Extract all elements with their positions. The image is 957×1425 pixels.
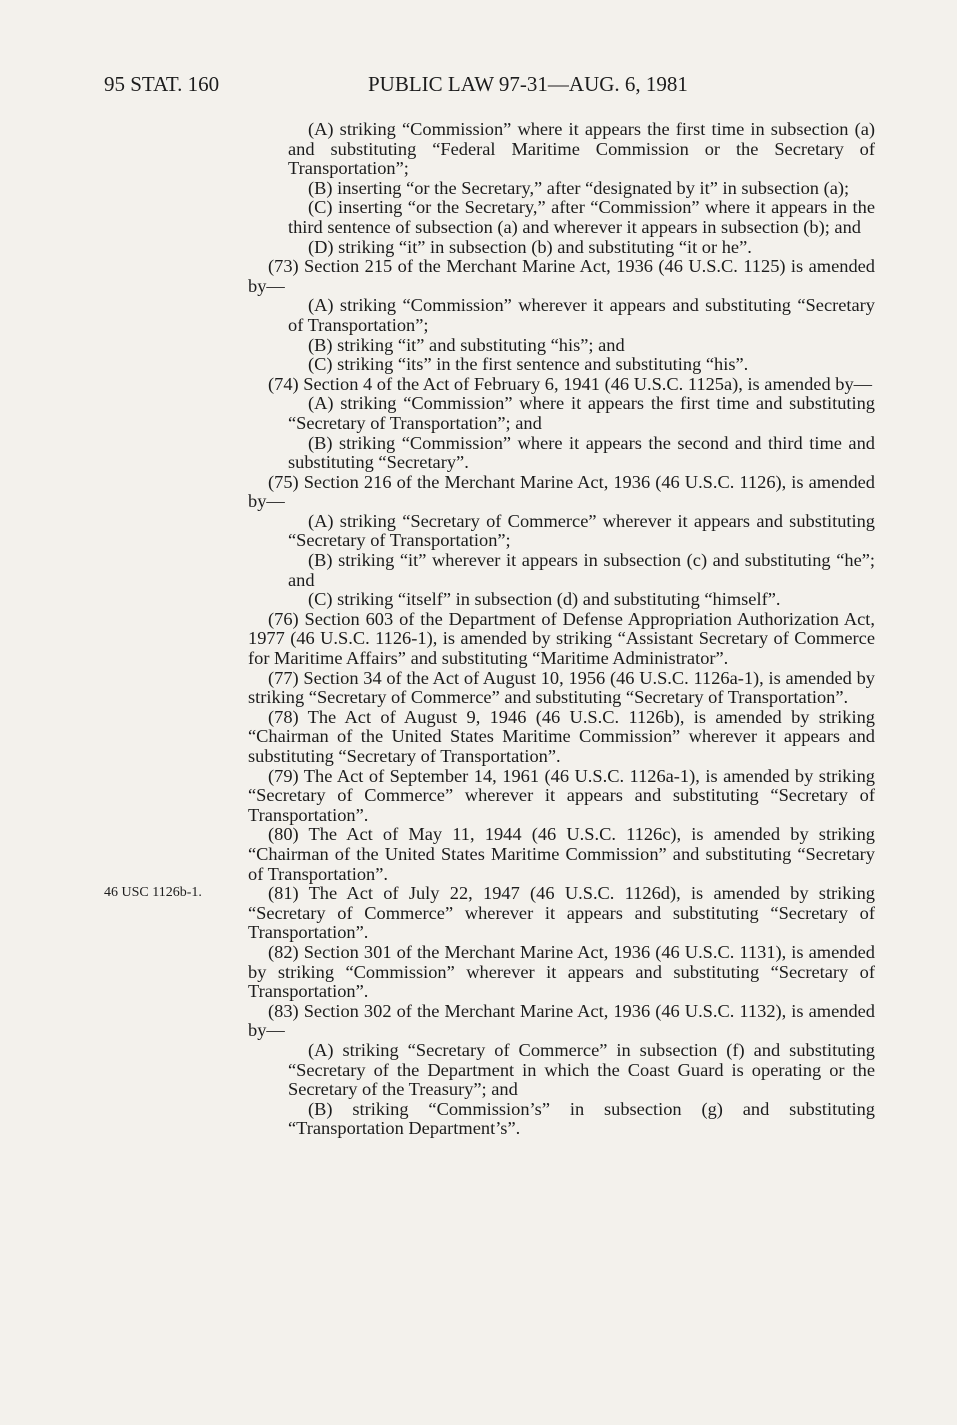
page-header bbox=[104, 72, 864, 102]
paragraph: (A) striking “Commission” wherever it appears and substituting “Secretary of Transportation”; bbox=[288, 295, 875, 335]
paragraph: (77) Section 34 of the Act of August 10, 1956 (46 U.S.C. 1126a-1), is amended by striking “Secretary of Commerce” and substituting “Secretary of Transportation”. bbox=[248, 667, 875, 708]
paragraph: (82) Section 301 of the Merchant Marine Act, 1936 (46 U.S.C. 1131), is amended by striking “Commission” wherever it appears and substituting “Secretary of Transportation”. bbox=[248, 941, 875, 1002]
paragraph: (80) The Act of May 11, 1944 (46 U.S.C. 1126c), is amended by striking “Chairman of the United States Maritime Commission” and substituting “Secretary of Transportation”. bbox=[248, 824, 875, 884]
paragraph: (83) Section 302 of the Merchant Marine Act, 1936 (46 U.S.C. 1132), is amended by— bbox=[248, 1000, 875, 1041]
paragraph: (81) The Act of July 22, 1947 (46 U.S.C. 1126d), is amended by striking “Secretary of Commerce” wherever it appears and substituting “Secretary of Transportation”. bbox=[248, 883, 875, 943]
paragraph: (A) striking “Commission” where it appears the first time and substituting “Secretary of Transportation”; and bbox=[288, 393, 875, 433]
paragraph: (A) striking “Commission” where it appears the first time in subsection (a) and substituting “Federal Maritime Commission or the Secretary of Transportation”; bbox=[288, 119, 875, 179]
paragraph: (C) inserting “or the Secretary,” after “Commission” where it appears in the third sentence of subsection (a) and wherever it appears in subsection (b); and bbox=[288, 197, 875, 237]
paragraph: (B) inserting “or the Secretary,” after “designated by it” in subsection (a); bbox=[308, 177, 850, 198]
paragraph: (A) striking “Secretary of Commerce” wherever it appears and substituting “Secretary of Transportation”; bbox=[288, 510, 875, 551]
body-text bbox=[248, 120, 875, 1139]
paragraph: (76) Section 603 of the Department of Defense Appropriation Authorization Act, 1977 (46 U.S.C. 1126-1), is amended by striking “Assistant Secretary of Commerce for Maritime Affairs” and substituting “Maritime Administrator”. bbox=[248, 608, 875, 669]
running-title: PUBLIC LAW 97-31—AUG. 6, 1981 bbox=[368, 72, 688, 96]
paragraph: (B) striking “Commission” where it appears the second and third time and substituting “Secretary”. bbox=[288, 432, 875, 473]
paragraph: (B) striking “it” and substituting “his”; and bbox=[308, 334, 625, 355]
paragraph: (A) striking “Secretary of Commerce” in subsection (f) and substituting “Secretary of the Department in which the Coast Guard is operating or the Secretary of the Treasury”; and bbox=[288, 1039, 875, 1100]
paragraph: (74) Section 4 of the Act of February 6, 1941 (46 U.S.C. 1125a), is amended by— bbox=[268, 373, 873, 394]
paragraph: (75) Section 216 of the Merchant Marine Act, 1936 (46 U.S.C. 1126), is amended by— bbox=[248, 471, 875, 512]
paragraph: (C) striking “its” in the first sentence and substituting “his”. bbox=[308, 354, 749, 375]
paragraph: (73) Section 215 of the Merchant Marine Act, 1936 (46 U.S.C. 1125) is amended by— bbox=[248, 256, 875, 296]
paragraph: (79) The Act of September 14, 1961 (46 U.S.C. 1126a-1), is amended by striking “Secretary of Commerce” wherever it appears and substituting “Secretary of Transportation”. bbox=[248, 765, 875, 825]
paragraph: (B) striking “Commission’s” in subsection (g) and substituting “Transportation Department’s”. bbox=[288, 1098, 875, 1139]
statute-page-number: 95 STAT. 160 bbox=[104, 72, 220, 96]
paragraph: (78) The Act of August 9, 1946 (46 U.S.C. 1126b), is amended by striking “Chairman of the United States Maritime Commission” wherever it appears and substituting “Secretary of Transportation”. bbox=[248, 706, 875, 766]
paragraph: (D) striking “it” in subsection (b) and substituting “it or he”. bbox=[308, 236, 752, 257]
margin-citation: 46 USC 1126b-1. bbox=[104, 885, 202, 900]
paragraph: (C) striking “itself” in subsection (d) and substituting “himself”. bbox=[308, 589, 781, 610]
paragraph: (B) striking “it” wherever it appears in subsection (c) and substituting “he”; and bbox=[288, 550, 875, 590]
